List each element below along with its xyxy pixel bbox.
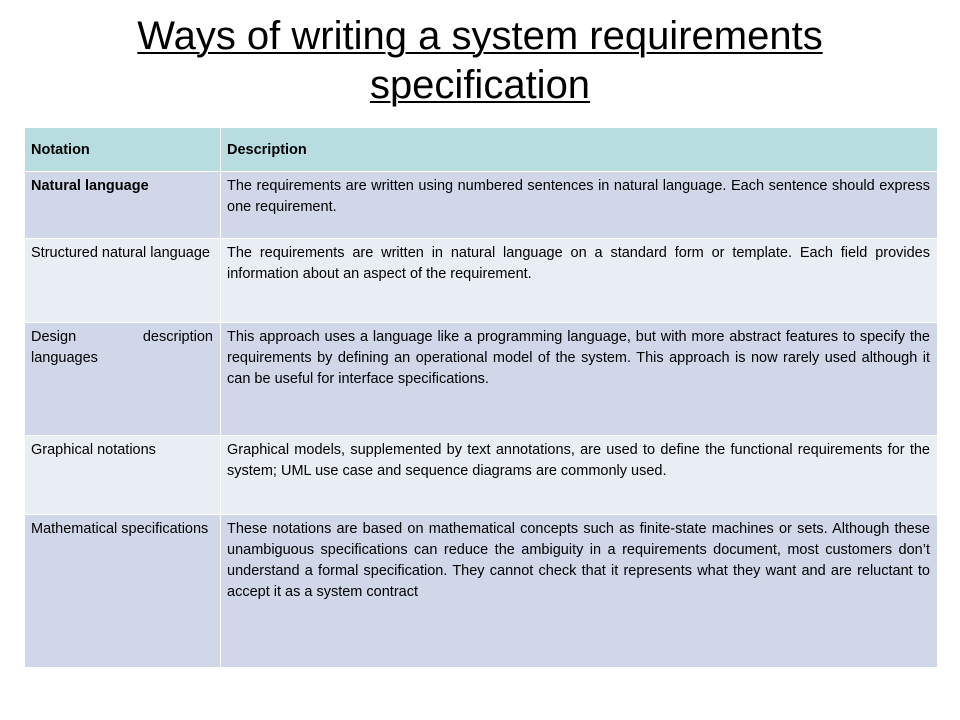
description-cell: This approach uses a language like a programming language, but with more abstract features to specify the requirements by defining an operational model of the system. This approach is now rarely used although it can be useful for interface specifications. [221,323,938,436]
description-cell: Graphical models, supplemented by text annotations, are used to define the functional requirements for the system; UML use case and sequence diagrams are commonly used. [221,436,938,515]
slide-title: Ways of writing a system requirements specification [137,14,823,107]
table-header-row [25,128,938,172]
notation-cell: Mathematical specifications [25,515,221,668]
description-cell: The requirements are written in natural language on a standard form or template. Each field provides information about an aspect of the requirement. [221,239,938,323]
description-cell: These notations are based on mathematical concepts such as finite-state machines or sets. Although these unambiguous specifications can reduce the ambiguity in a requirements document, most customers don’t understand a formal specification. They cannot check that it represents what they want and are reluctant to accept it as a system contract [221,515,938,668]
notation-cell: Natural language [25,172,221,239]
description-cell: The requirements are written using numbered sentences in natural language. Each sentence should express one requirement. [221,172,938,239]
notation-cell: Structured natural language [25,239,221,323]
notation-cell: Design description languages [25,323,221,436]
description-column-header: Description [221,128,938,172]
notation-cell: Graphical notations [25,436,221,515]
table-row [25,515,938,668]
requirements-notation-table [24,127,938,668]
table-row [25,436,938,515]
table-row [25,239,938,323]
table-row [25,172,938,239]
table-row [25,323,938,436]
notation-column-header: Notation [25,128,221,172]
